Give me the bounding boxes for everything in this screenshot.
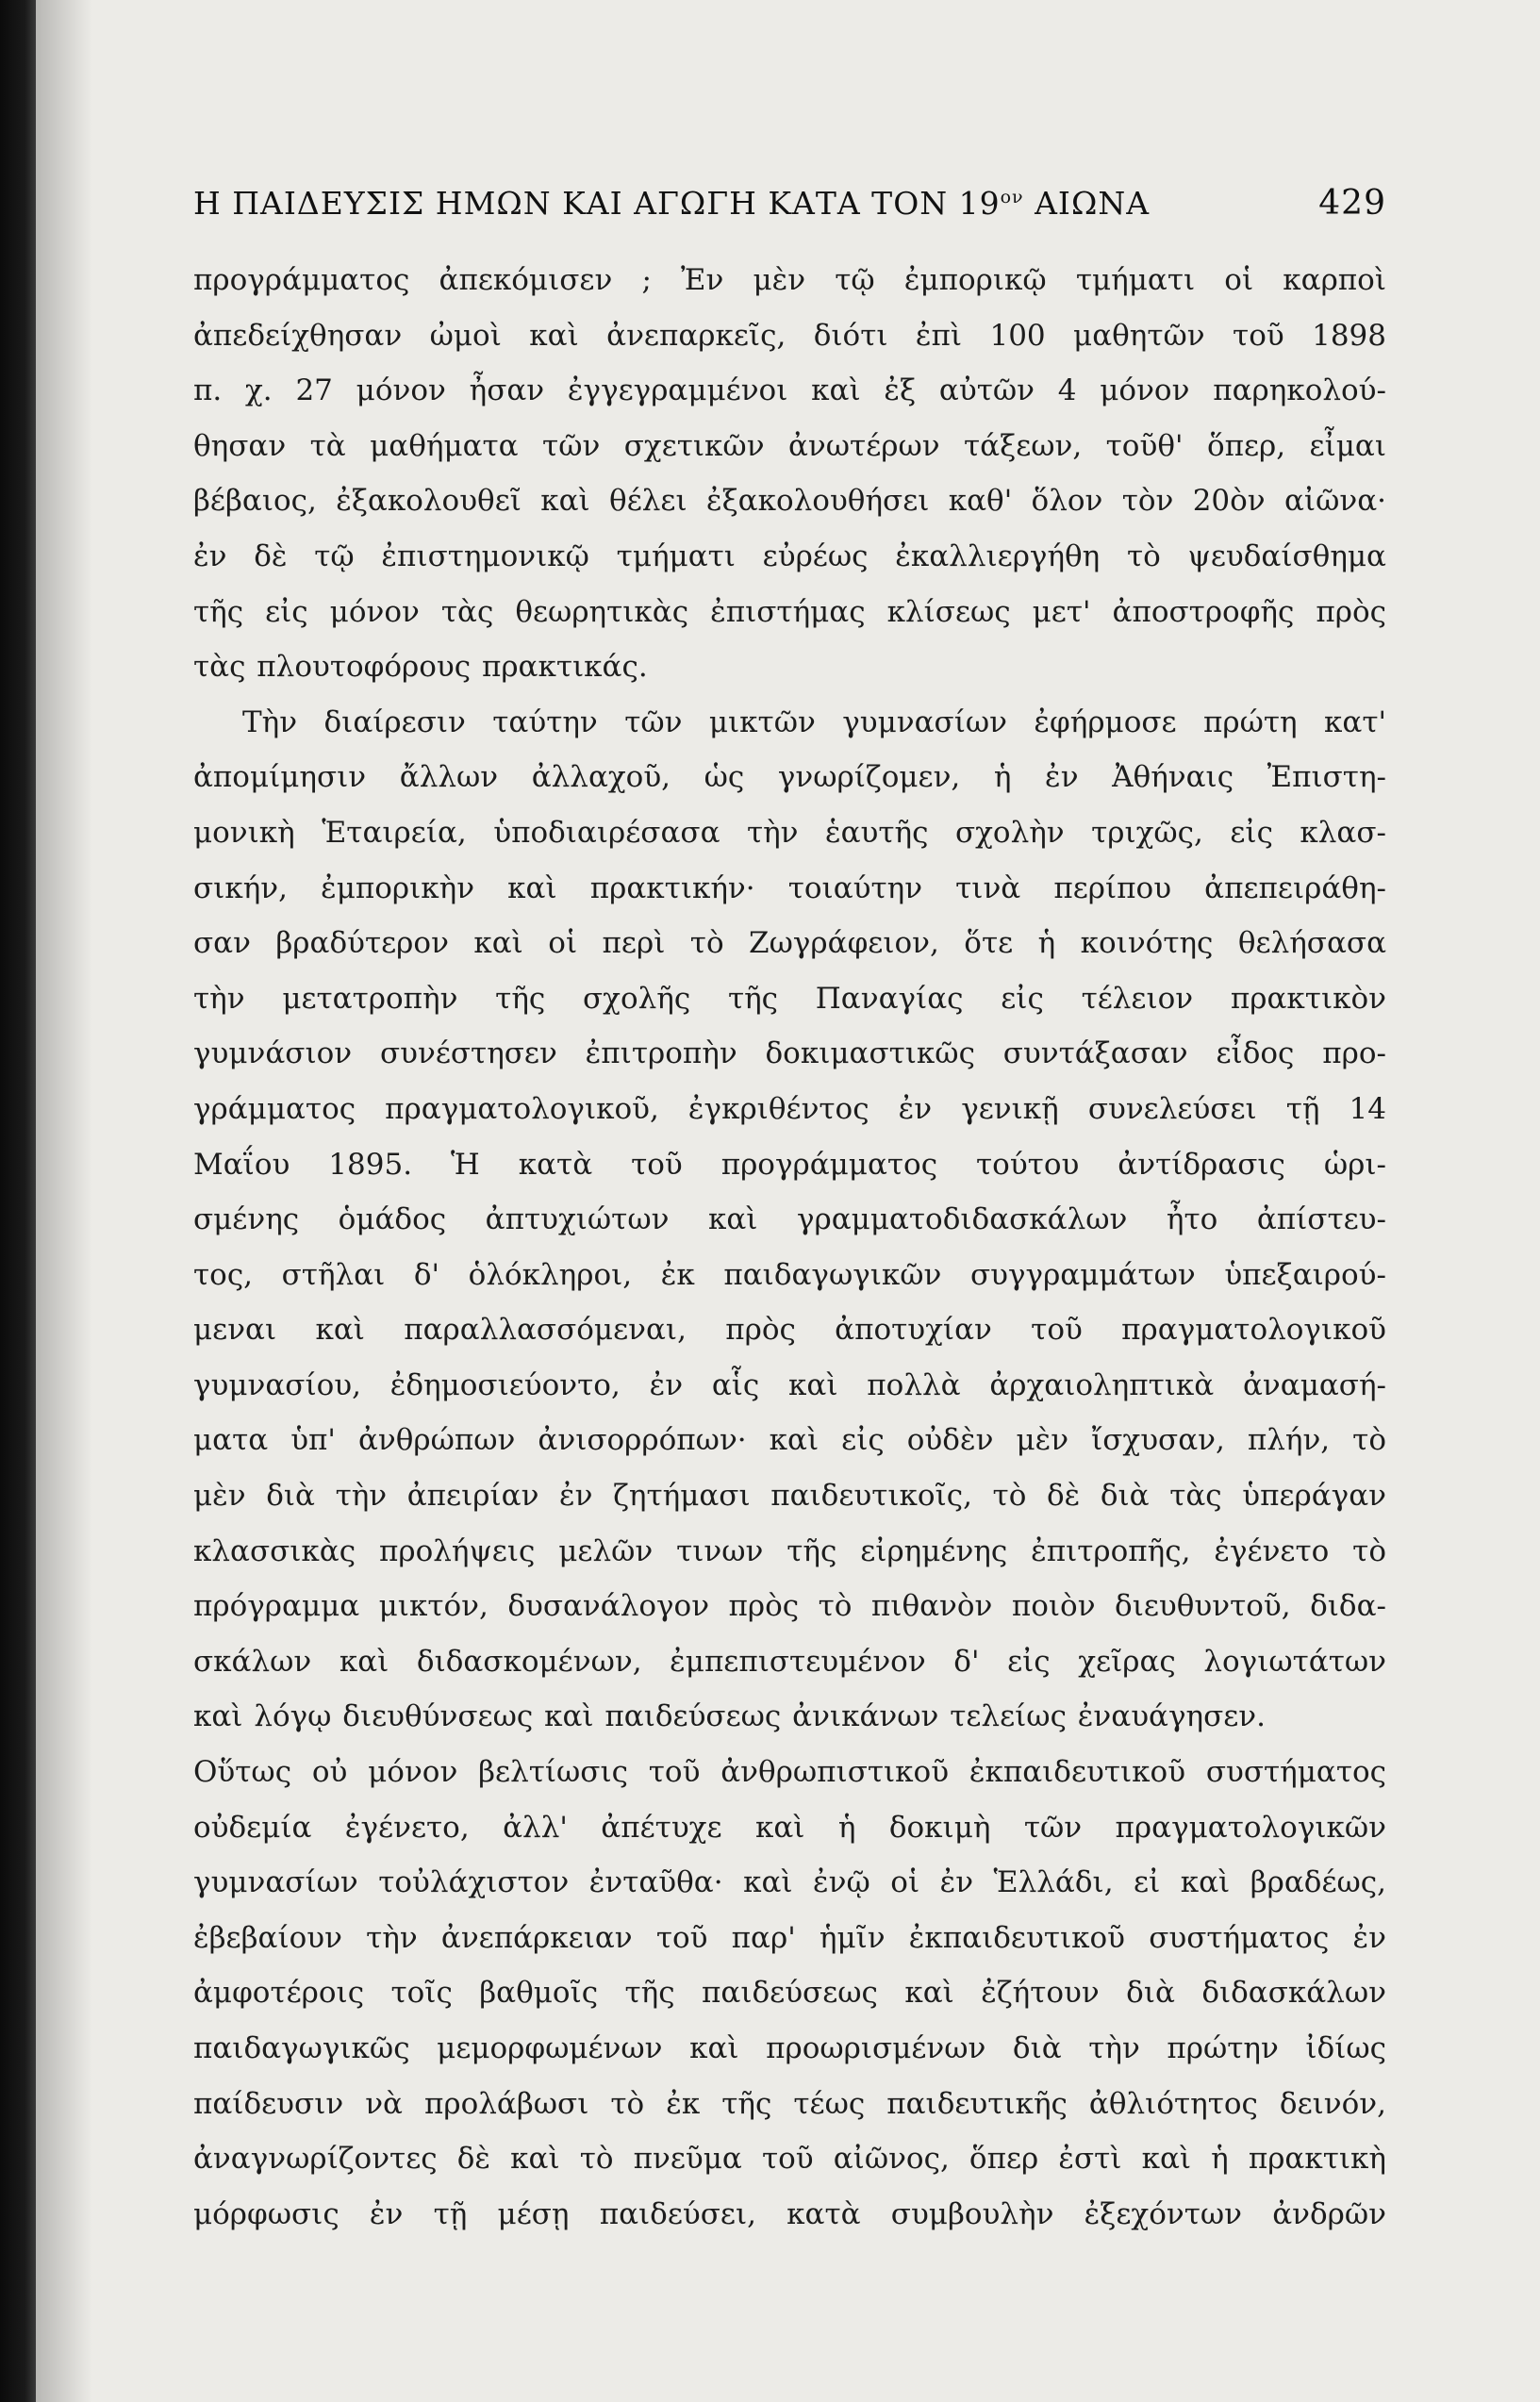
book-spine-shadow <box>0 0 36 2402</box>
page-number: 429 <box>1318 184 1386 223</box>
text-line: σκάλων καὶ διδασκομένων, ἐμπεπιστευμένον δ' εἰς χεῖρας λογιωτάτων <box>193 1644 1386 1679</box>
text-line: βέβαιος, ἐξακολουθεῖ καὶ θέλει ἐξακολουθήσει καθ' ὅλον τὸν 20ὸν αἰῶνα· <box>193 484 1386 519</box>
text-line: σικήν, ἐμπορικὴν καὶ πρακτικήν· τοιαύτην τινὰ περίπου ἀπεπειράθη- <box>193 870 1386 905</box>
text-line: ἀπομίμησιν ἄλλων ἀλλαχοῦ, ὡς γνωρίζομεν, ἡ ἐν Ἀθήναις Ἐπιστη- <box>193 760 1386 795</box>
text-line: Μαΐου 1895. Ἡ κατὰ τοῦ προγράμματος τούτου ἀντίδρασις ὡρι- <box>193 1147 1386 1182</box>
text-line: τὴν μετατροπὴν τῆς σχολῆς τῆς Παναγίας εἰς τέλειον πρακτικὸν <box>193 981 1386 1016</box>
text-line: π. χ. 27 μόνον ἦσαν ἐγγεγραμμένοι καὶ ἐξ αὐτῶν 4 μόνον παρηκολού- <box>193 373 1386 408</box>
text-line: μεναι καὶ παραλλασσόμεναι, πρὸς ἀποτυχίαν τοῦ πραγματολογικοῦ <box>193 1313 1386 1348</box>
text-line: Οὕτως οὐ μόνον βελτίωσις τοῦ ἀνθρωπιστικοῦ ἐκπαιδευτικοῦ συστήματος <box>193 1755 1386 1790</box>
text-line: τῆς εἰς μόνον τὰς θεωρητικὰς ἐπιστήμας κλίσεως μετ' ἀποστροφῆς πρὸς <box>193 594 1386 629</box>
text-line: γυμνασίων τοὐλάχιστον ἐνταῦθα· καὶ ἐνῷ οἱ ἐν Ἑλλάδι, εἰ καὶ βραδέως, <box>193 1865 1386 1900</box>
text-line: ἀπεδείχθησαν ὠμοὶ καὶ ἀνεπαρκεῖς, διότι ἐπὶ 100 μαθητῶν τοῦ 1898 <box>193 318 1386 353</box>
text-line: ἀναγνωρίζοντες δὲ καὶ τὸ πνεῦμα τοῦ αἰῶνος, ὅπερ ἐστὶ καὶ ἡ πρακτικὴ <box>193 2142 1386 2177</box>
running-head-title: Η ΠΑΙΔΕΥΣΙΣ ΗΜΩΝ ΚΑΙ ΑΓΩΓΗ ΚΑΤΑ ΤΟΝ $19^{o\nu}$ ΑΙΩΝΑ <box>193 185 1151 222</box>
text-line: οὐδεμία ἐγένετο, ἀλλ' ἀπέτυχε καὶ ἡ δοκιμὴ τῶν πραγματολογικῶν <box>193 1810 1386 1845</box>
text-line: μόρφωσις ἐν τῇ μέσῃ παιδεύσει, κατὰ συμβουλὴν ἐξεχόντων ἀνδρῶν <box>193 2196 1386 2231</box>
body-text <box>193 253 1386 2242</box>
text-line: καὶ λόγῳ διευθύνσεως καὶ παιδεύσεως ἀνικάνων τελείως ἐναυάγησεν. <box>193 1699 1266 1734</box>
text-line: παιδαγωγικῶς μεμορφωμένων καὶ προωρισμένων διὰ τὴν πρώτην ἰδίως <box>193 2031 1386 2065</box>
text-line: ἀμφοτέροις τοῖς βαθμοῖς τῆς παιδεύσεως καὶ ἐζήτουν διὰ διδασκάλων <box>193 1976 1386 2011</box>
running-head <box>193 184 1386 223</box>
text-line: προγράμματος ἀπεκόμισεν ; Ἐν μὲν τῷ ἐμπορικῷ τμήματι οἱ καρποὶ <box>193 263 1386 297</box>
text-line: θησαν τὰ μαθήματα τῶν σχετικῶν ἀνωτέρων τάξεων, τοῦθ' ὅπερ, εἶμαι <box>193 428 1386 463</box>
text-line: ἐν δὲ τῷ ἐπιστημονικῷ τμήματι εὐρέως ἐκαλλιεργήθη τὸ ψευδαίσθημα <box>193 538 1386 573</box>
text-line: γυμνασίου, ἐδημοσιεύοντο, ἐν αἷς καὶ πολλὰ ἀρχαιοληπτικὰ ἀναμασή- <box>193 1367 1386 1402</box>
text-line: παίδευσιν νὰ προλάβωσι τὸ ἐκ τῆς τέως παιδευτικῆς ἀθλιότητος δεινόν, <box>193 2086 1386 2121</box>
book-page <box>193 184 1386 2242</box>
gutter-shade <box>36 0 92 2402</box>
text-line: γυμνάσιον συνέστησεν ἐπιτροπὴν δοκιμαστικῶς συντάξασαν εἶδος προ- <box>193 1036 1386 1071</box>
text-line: γράμματος πραγματολογικοῦ, ἐγκριθέντος ἐν γενικῇ συνελεύσει τῇ 14 <box>193 1091 1386 1126</box>
text-line: τος, στῆλαι δ' ὁλόκληροι, ἐκ παιδαγωγικῶν συγγραμμάτων ὑπεξαιρού- <box>193 1257 1386 1292</box>
text-line: ματα ὑπ' ἀνθρώπων ἀνισορρόπων· καὶ εἰς οὐδὲν μὲν ἴσχυσαν, πλήν, τὸ <box>193 1423 1386 1458</box>
text-line: Τὴν διαίρεσιν ταύτην τῶν μικτῶν γυμνασίων ἐφήρμοσε πρώτη κατ' <box>242 704 1386 739</box>
text-line: κλασσικὰς προλήψεις μελῶν τινων τῆς εἰρημένης ἐπιτροπῆς, ἐγένετο τὸ <box>193 1533 1386 1568</box>
text-line: σμένης ὁμάδος ἀπτυχιώτων καὶ γραμματοδιδασκάλων ἦτο ἀπίστευ- <box>193 1202 1386 1237</box>
text-line: πρόγραμμα μικτόν, δυσανάλογον πρὸς τὸ πιθανὸν ποιὸν διευθυντοῦ, διδα- <box>193 1589 1386 1624</box>
text-line: μονικὴ Ἑταιρεία, ὑποδιαιρέσασα τὴν ἑαυτῆς σχολὴν τριχῶς, εἰς κλασ- <box>193 815 1386 850</box>
text-line: σαν βραδύτερον καὶ οἱ περὶ τὸ Ζωγράφειον, ὅτε ἡ κοινότης θελήσασα <box>193 926 1386 961</box>
text-line: τὰς πλουτοφόρους πρακτικάς. <box>193 650 648 685</box>
text-line: μὲν διὰ τὴν ἀπειρίαν ἐν ζητήμασι παιδευτικοῖς, τὸ δὲ διὰ τὰς ὑπεράγαν <box>193 1479 1386 1514</box>
text-line: ἐβεβαίουν τὴν ἀνεπάρκειαν τοῦ παρ' ἡμῖν ἐκπαιδευτικοῦ συστήματος ἐν <box>193 1920 1386 1955</box>
